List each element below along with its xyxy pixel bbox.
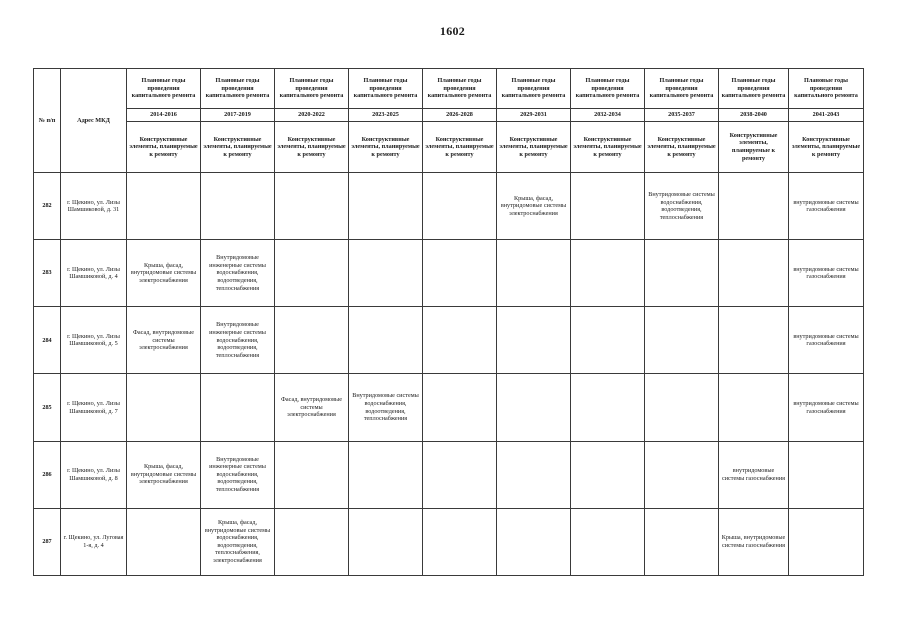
year-range-header: 2041-2043: [789, 109, 864, 122]
repair-elements-cell: [423, 374, 497, 441]
repair-elements-cell: [349, 307, 423, 374]
year-range-header: 2029-2031: [497, 109, 571, 122]
repair-elements-cell: [127, 374, 201, 441]
repair-elements-cell: [719, 374, 789, 441]
repair-elements-cell: [423, 441, 497, 508]
repair-elements-cell: [497, 307, 571, 374]
address-column-header: Адрес МКД: [61, 69, 127, 173]
repair-elements-cell: [275, 240, 349, 307]
repair-elements-cell: [127, 173, 201, 240]
building-address: г. Щекино, ул. Лизы Шамшиковой, д. 4: [61, 240, 127, 307]
capital-repair-table: [33, 68, 864, 576]
repair-elements-cell: [127, 508, 201, 575]
elements-header: Конструктивные элементы, планируемые к ремонту: [571, 122, 645, 173]
repair-elements-cell: [571, 307, 645, 374]
repair-elements-cell: [719, 173, 789, 240]
repair-elements-cell: [497, 374, 571, 441]
building-address: г. Щекино, ул. Лизы Шамшиковой, д. 31: [61, 173, 127, 240]
table-row: [34, 240, 864, 307]
year-range-header: 2038-2040: [719, 109, 789, 122]
repair-elements-cell: внутридомовые системы газоснабжения: [789, 307, 864, 374]
table-row: [34, 508, 864, 575]
row-number: 283: [34, 240, 61, 307]
elements-header: Конструктивные элементы, планируемые к ремонту: [275, 122, 349, 173]
year-range-header: 2032-2034: [571, 109, 645, 122]
planned-years-header: Плановые годы проведения капитального ремонта: [719, 69, 789, 109]
planned-years-header: Плановые годы проведения капитального ремонта: [789, 69, 864, 109]
repair-elements-cell: внутридомовые системы газоснабжения: [789, 374, 864, 441]
repair-elements-cell: [571, 441, 645, 508]
num-column-header: № п/п: [34, 69, 61, 173]
repair-elements-cell: внутридомовые системы газоснабжения: [789, 240, 864, 307]
table-row: [34, 173, 864, 240]
repair-elements-cell: [423, 307, 497, 374]
repair-elements-cell: Внутридомовые системы водоснабжения, водоотведения, теплоснабжения: [645, 173, 719, 240]
repair-elements-cell: Крыша, фасад, внутридомовые системы электроснабжения: [127, 240, 201, 307]
repair-elements-cell: [497, 441, 571, 508]
repair-elements-cell: [275, 441, 349, 508]
elements-header: Конструктивные элементы, планируемые к ремонту: [201, 122, 275, 173]
year-range-header: 2020-2022: [275, 109, 349, 122]
repair-elements-cell: [571, 508, 645, 575]
repair-elements-cell: [645, 508, 719, 575]
elements-header: Конструктивные элементы, планируемые к ремонту: [127, 122, 201, 173]
repair-elements-cell: [275, 307, 349, 374]
planned-years-header: Плановые годы проведения капитального ремонта: [497, 69, 571, 109]
page-number: 1602: [439, 24, 466, 38]
repair-elements-cell: [645, 240, 719, 307]
row-number: 284: [34, 307, 61, 374]
table-header: [34, 69, 864, 173]
planned-years-header: Плановые годы проведения капитального ремонта: [571, 69, 645, 109]
repair-elements-cell: [423, 508, 497, 575]
repair-elements-cell: Крыша, фасад, внутридомовые системы электроснабжения: [497, 173, 571, 240]
repair-elements-cell: [497, 240, 571, 307]
year-range-header: 2023-2025: [349, 109, 423, 122]
repair-elements-cell: [349, 173, 423, 240]
repair-elements-cell: [645, 307, 719, 374]
repair-elements-cell: [349, 508, 423, 575]
repair-elements-cell: [571, 374, 645, 441]
row-number: 282: [34, 173, 61, 240]
planned-years-header: Плановые годы проведения капитального ремонта: [645, 69, 719, 109]
elements-header: Конструктивные элементы, планируемые к ремонту: [645, 122, 719, 173]
elements-header: Конструктивные элементы, планируемые к ремонту: [719, 122, 789, 173]
table-row: [34, 307, 864, 374]
repair-elements-cell: [201, 374, 275, 441]
repair-elements-cell: Внутридомовые инженерные системы водоснабжения, водоотведения, теплоснабжения: [201, 307, 275, 374]
repair-elements-cell: [349, 240, 423, 307]
year-range-header: 2026-2028: [423, 109, 497, 122]
repair-elements-cell: [645, 441, 719, 508]
building-address: г. Щекино, ул. Луговая 1-я, д. 4: [61, 508, 127, 575]
elements-header: Конструктивные элементы, планируемые к ремонту: [497, 122, 571, 173]
repair-elements-cell: Внутридомовые инженерные системы водоснабжения, водоотведения, теплоснабжения: [201, 441, 275, 508]
planned-years-header: Плановые годы проведения капитального ремонта: [349, 69, 423, 109]
repair-elements-cell: [275, 173, 349, 240]
building-address: г. Щекино, ул. Лизы Шамшиковой, д. 7: [61, 374, 127, 441]
repair-elements-cell: [789, 508, 864, 575]
repair-elements-cell: [571, 240, 645, 307]
row-number: 285: [34, 374, 61, 441]
table-body: [34, 173, 864, 576]
repair-elements-cell: [719, 307, 789, 374]
repair-elements-cell: Крыша, фасад, внутридомовые системы электроснабжения: [127, 441, 201, 508]
repair-elements-cell: [423, 173, 497, 240]
elements-header: Конструктивные элементы, планируемые к ремонту: [789, 122, 864, 173]
table-row: [34, 374, 864, 441]
planned-years-header: Плановые годы проведения капитального ремонта: [201, 69, 275, 109]
elements-header: Конструктивные элементы, планируемые к ремонту: [349, 122, 423, 173]
repair-elements-cell: внутридомовые системы газоснабжения: [719, 441, 789, 508]
repair-elements-cell: Фасад, внутридомовые системы электроснабжения: [275, 374, 349, 441]
planned-years-header: Плановые годы проведения капитального ремонта: [127, 69, 201, 109]
elements-header: Конструктивные элементы, планируемые к ремонту: [423, 122, 497, 173]
repair-elements-cell: Крыша, внутридомовые системы газоснабжения: [719, 508, 789, 575]
year-range-header: 2035-2037: [645, 109, 719, 122]
repair-elements-cell: [645, 374, 719, 441]
repair-elements-cell: [719, 240, 789, 307]
repair-elements-cell: [571, 173, 645, 240]
table-row: [34, 441, 864, 508]
repair-elements-cell: Внутридомовые инженерные системы водоснабжения, водоотведения, теплоснабжения: [201, 240, 275, 307]
repair-elements-cell: [789, 441, 864, 508]
year-range-header: 2017-2019: [201, 109, 275, 122]
planned-years-header: Плановые годы проведения капитального ремонта: [423, 69, 497, 109]
building-address: г. Щекино, ул. Лизы Шамшиковой, д. 5: [61, 307, 127, 374]
row-number: 286: [34, 441, 61, 508]
planned-years-header: Плановые годы проведения капитального ремонта: [275, 69, 349, 109]
repair-elements-cell: [275, 508, 349, 575]
repair-elements-cell: Фасад, внутридомовые системы электроснабжения: [127, 307, 201, 374]
repair-elements-cell: Крыша, фасад, внутридомовые системы водоснабжения, водоотведения, теплоснабжения, электроснабжения: [201, 508, 275, 575]
repair-elements-cell: [201, 173, 275, 240]
repair-elements-cell: внутридомовые системы газоснабжения: [789, 173, 864, 240]
repair-elements-cell: [349, 441, 423, 508]
repair-elements-cell: Внутридомовые системы водоснабжения, водоотведения, теплоснабжения: [349, 374, 423, 441]
repair-elements-cell: [497, 508, 571, 575]
building-address: г. Щекино, ул. Лизы Шамшиковой, д. 8: [61, 441, 127, 508]
repair-elements-cell: [423, 240, 497, 307]
year-range-header: 2014-2016: [127, 109, 201, 122]
row-number: 287: [34, 508, 61, 575]
